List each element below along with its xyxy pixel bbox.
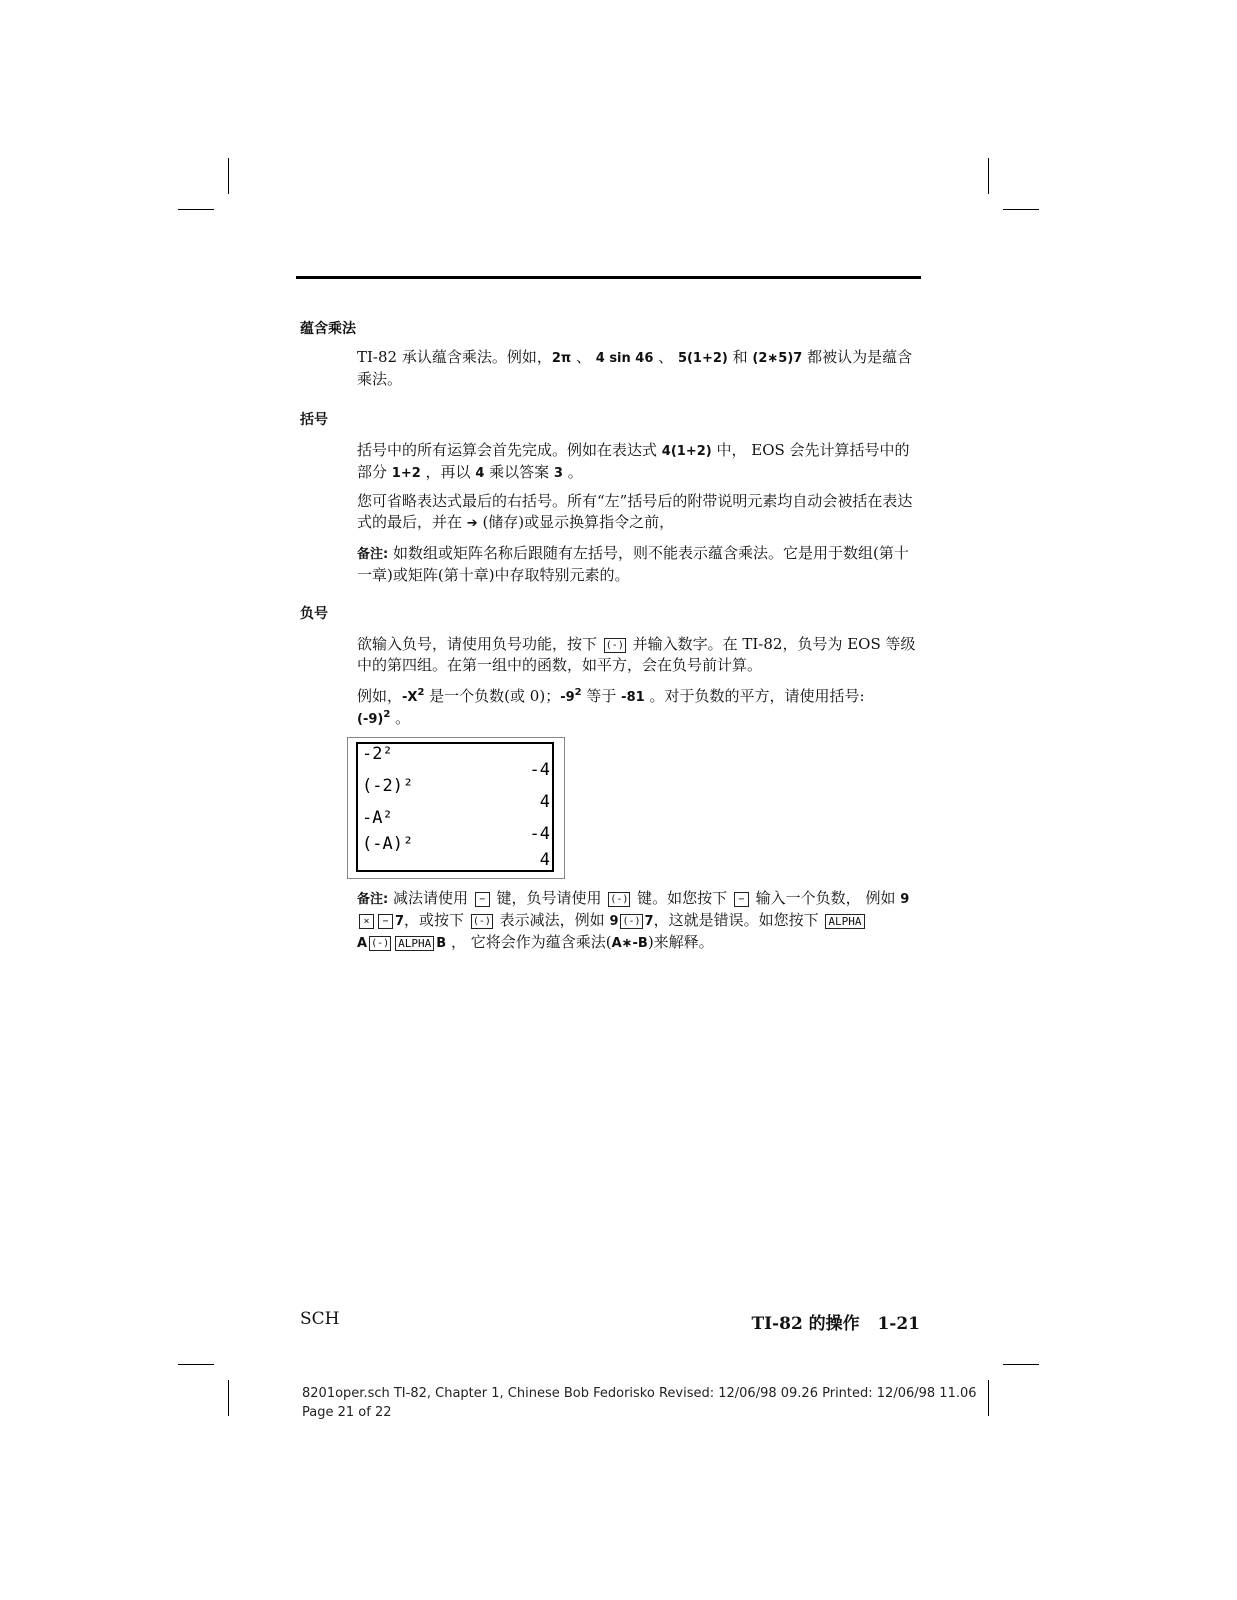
page-number: 1‑21 xyxy=(877,1314,920,1334)
crop-mark-bottom-right-vertical xyxy=(988,1380,989,1416)
expression: 4(1+2) xyxy=(661,444,712,459)
negation-note xyxy=(357,888,920,954)
screen-result-1: -4 xyxy=(529,760,550,780)
expression: 4 xyxy=(475,466,485,481)
text: ，这就是错误。如您按下 xyxy=(653,911,824,929)
store-arrow-icon: ➔ xyxy=(466,516,478,531)
header-rule xyxy=(296,276,921,279)
expression: 1+2 xyxy=(391,466,421,481)
text: (储存)或显示换算指令之前， xyxy=(477,513,675,531)
calculator-screen xyxy=(356,742,554,872)
expression: A xyxy=(357,936,368,951)
note-text: 如数组或矩阵名称后跟随有左括号，则不能表示蕴含乘法。它是用于数组(第十一章)或矩阵(第十章)中存取特别元素的。 xyxy=(357,544,909,584)
text: 是一个负数(或 0)； xyxy=(424,687,561,705)
text: 您可省略表达式最后的右括号。所有“左”括号后的附带说明元素均自动会被括在表达式的最后，并在 xyxy=(357,492,913,531)
text: 都被认为是蕴含乘法。 xyxy=(357,348,913,388)
section-heading-negation: 负号 xyxy=(300,606,328,622)
expression: 7 xyxy=(395,914,405,929)
text: 、 xyxy=(571,348,596,366)
expression: 3 xyxy=(553,466,563,481)
expression: 7 xyxy=(644,914,654,929)
example-5-1plus2: 5(1+2) xyxy=(677,351,728,366)
expression: ‑X xyxy=(402,690,418,705)
text: ，再以 xyxy=(420,463,476,481)
negation-key-icon: (-) xyxy=(610,893,629,905)
implied-multiplication-paragraph xyxy=(357,347,920,390)
footer-page-label xyxy=(751,1309,920,1334)
expression: A∗‑B xyxy=(611,936,648,951)
screen-line-1: -2² xyxy=(362,744,393,764)
text: 并输入数字。在 TI‑82，负号为 EOS 等级中的第四组。在第一组中的函数，如平方，会在负号前计算。 xyxy=(357,635,916,674)
expression: 9 xyxy=(900,892,910,907)
expression: 9 xyxy=(609,914,619,929)
crop-mark-bottom-left-horizontal xyxy=(178,1364,214,1365)
crop-mark-top-left-vertical xyxy=(228,158,229,194)
screen-result-2: 4 xyxy=(539,792,550,812)
crop-mark-top-right-horizontal xyxy=(1003,209,1039,210)
screen-line-2: (-2)² xyxy=(362,776,414,796)
subtract-key-icon: − xyxy=(734,892,749,907)
text: 和 xyxy=(727,348,753,366)
note-label: 备注: xyxy=(357,547,389,562)
expression: ‑9 xyxy=(560,690,575,705)
screen-line-4: (-A)² xyxy=(362,834,414,854)
crop-mark-bottom-right-horizontal xyxy=(1003,1364,1039,1365)
text: TI‑82 承认蕴含乘法。例如， xyxy=(357,348,552,366)
multiply-key-icon: × xyxy=(359,914,374,929)
section-heading-parentheses: 括号 xyxy=(300,412,328,428)
text: )来解释。 xyxy=(647,933,714,951)
text: ， 它将会作为蕴含乘法( xyxy=(446,933,612,951)
text: 输入一个负数， 例如 xyxy=(750,889,901,907)
text: 表示减法，例如 xyxy=(494,911,610,929)
alpha-key-icon: ALPHA xyxy=(825,914,864,929)
text: 键，负号请使用 xyxy=(491,889,607,907)
crop-mark-bottom-left-vertical xyxy=(228,1380,229,1416)
text: 减法请使用 xyxy=(388,889,473,907)
screen-result-4: 4 xyxy=(539,850,550,870)
crop-mark-top-left-horizontal xyxy=(178,209,214,210)
negation-key-icon: (-) xyxy=(622,915,641,927)
parentheses-paragraph-1 xyxy=(357,440,920,484)
footer-language-code: SCH xyxy=(300,1309,340,1329)
subtract-key-icon: − xyxy=(378,914,393,929)
superscript: 2 xyxy=(383,709,391,720)
parentheses-paragraph-2 xyxy=(357,491,920,534)
print-metadata-line-1: 8201oper.sch TI‑82, Chapter 1, Chinese Bob Fedorisko Revised: 12/06/98 09.26 Printed: 12/06/98 11.06 xyxy=(302,1386,977,1401)
section-heading-implied-multiplication: 蕴含乘法 xyxy=(300,321,356,337)
negation-key-icon: (-) xyxy=(605,639,624,651)
negation-key-icon: (-) xyxy=(472,915,491,927)
note-label: 备注: xyxy=(357,892,389,907)
negation-paragraph-2 xyxy=(357,686,920,730)
print-metadata-line-2: Page 21 of 22 xyxy=(302,1405,392,1420)
text: 。 xyxy=(562,463,583,481)
negation-key-icon: (-) xyxy=(371,937,390,949)
crop-mark-top-right-vertical xyxy=(988,158,989,194)
alpha-key-icon: ALPHA xyxy=(395,936,434,951)
text: 键。如您按下 xyxy=(632,889,732,907)
example-2pi: 2π xyxy=(551,351,572,366)
superscript: 2 xyxy=(574,687,582,698)
negation-paragraph-1 xyxy=(357,634,920,676)
text: 欲输入负号，请使用负号功能，按下 xyxy=(357,635,602,653)
footer-title: TI‑82 的操作 xyxy=(751,1314,860,1334)
screen-line-3: -A² xyxy=(362,808,393,828)
text: 等于 xyxy=(581,687,622,705)
screen-result-3: -4 xyxy=(529,824,550,844)
text: 中， EOS 会先计算括号中的部分 xyxy=(357,441,910,481)
superscript: 2 xyxy=(417,687,425,698)
text: 。对于负数的平方，请使用括号: xyxy=(644,687,865,705)
parentheses-note xyxy=(357,543,920,586)
text: 。 xyxy=(390,709,411,727)
expression: (‑9) xyxy=(357,712,384,727)
text: ，或按下 xyxy=(404,911,469,929)
subtract-key-icon: − xyxy=(475,892,490,907)
text: 例如， xyxy=(357,687,403,705)
example-2times5-7: (2∗5)7 xyxy=(752,351,803,366)
calculator-screen-figure xyxy=(347,737,565,879)
text: 乘以答案 xyxy=(484,463,554,481)
expression: ‑81 xyxy=(621,690,645,705)
expression: B xyxy=(436,936,447,951)
text: 、 xyxy=(653,348,678,366)
text: 括号中的所有运算会首先完成。例如在表达式 xyxy=(357,441,662,459)
example-4sin46: 4 sin 46 xyxy=(595,351,654,366)
